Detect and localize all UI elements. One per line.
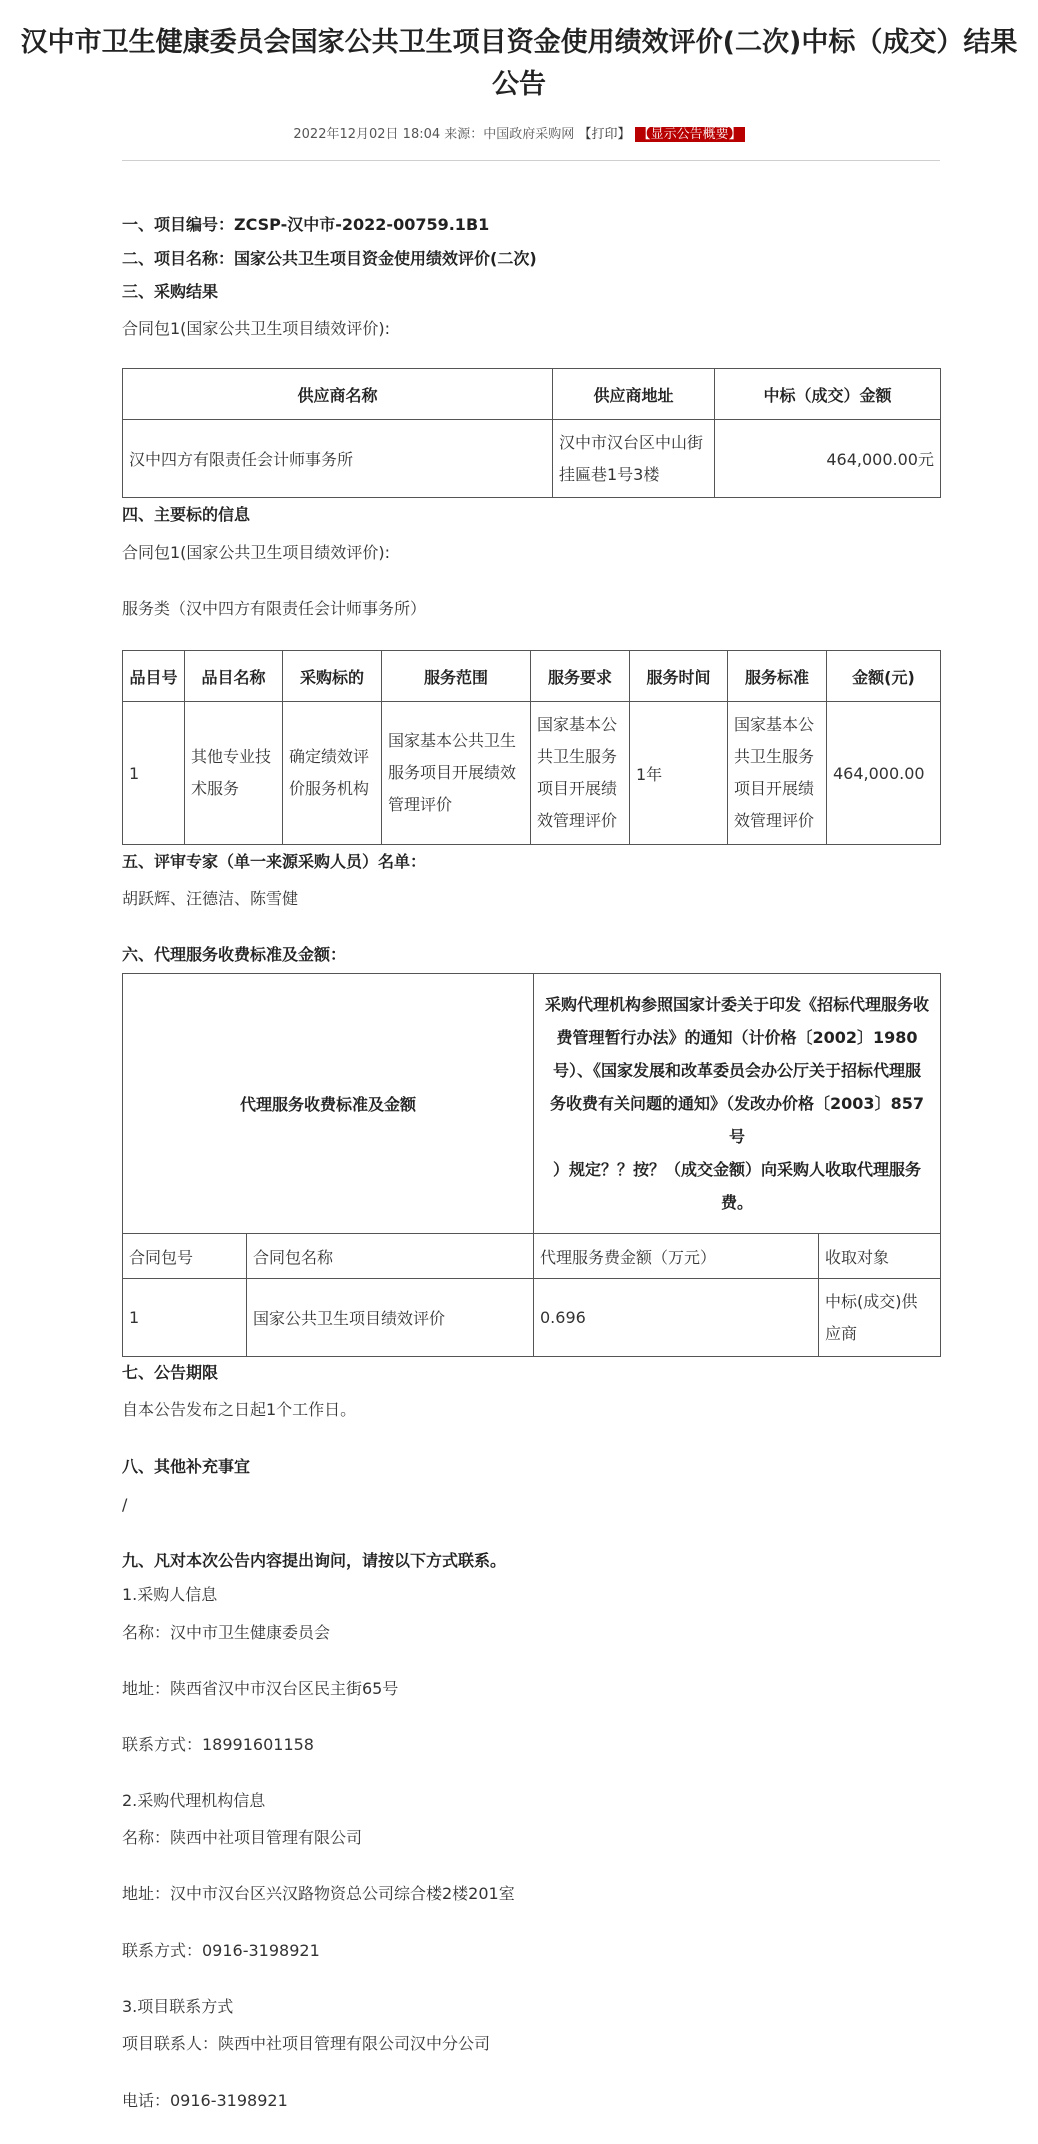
title-line-1: 汉中市卫生健康委员会国家公共卫生项目资金使用绩效评价(二次)中标（成交）结果 xyxy=(20,27,1018,58)
section-project-name: 二、项目名称：国家公共卫生项目资金使用绩效评价(二次) xyxy=(122,249,537,268)
supplier-address-cell xyxy=(553,420,715,498)
title-line-2: 公告 xyxy=(492,69,546,100)
amount-cell: 464,000.00 xyxy=(827,702,941,845)
standard-cell xyxy=(728,702,827,845)
source-name: 中国政府采购网 xyxy=(483,127,575,142)
fee-desc-line: ）规定？？按？（成交金额）向采购人收取代理服务 xyxy=(552,1160,921,1179)
standard-line: 效管理评价 xyxy=(734,811,815,830)
header-scope: 服务范围 xyxy=(382,651,531,702)
item-name-line: 其他专业技 xyxy=(191,747,272,766)
fee-target-cell xyxy=(819,1279,941,1357)
project-contact-person: 项目联系人：陕西中社项目管理有限公司汉中分公司 xyxy=(122,2034,491,2053)
fee-desc-line: 费。 xyxy=(720,1193,753,1212)
buyer-info-title: 1.采购人信息 xyxy=(122,1585,218,1604)
header-supplier-name: 供应商名称 xyxy=(123,369,553,420)
package-name-cell: 国家公共卫生项目绩效评价 xyxy=(247,1279,534,1357)
requirement-line: 项目开展绩 xyxy=(537,779,618,798)
other-text: / xyxy=(122,1495,128,1514)
header-award-amount: 中标（成交）金额 xyxy=(715,369,941,420)
scope-line: 服务项目开展绩效 xyxy=(388,763,517,782)
header-item-no: 品目号 xyxy=(123,651,185,702)
header-fee-amount: 代理服务费金额（万元） xyxy=(534,1234,819,1279)
requirement-line: 效管理评价 xyxy=(537,811,618,830)
fee-target-line: 中标(成交)供 xyxy=(825,1291,918,1311)
fee-desc-line: 采购代理机构参照国家计委关于印发《招标代理服务收 xyxy=(544,995,929,1014)
buyer-address: 地址：陕西省汉中市汉台区民主街65号 xyxy=(122,1679,399,1698)
show-summary-button[interactable]: 【显示公告概要】 xyxy=(635,127,745,142)
section-project-number: 一、项目编号：ZCSP-汉中市-2022-00759.1B1 xyxy=(122,215,490,234)
section-result-heading: 三、采购结果 xyxy=(122,282,219,301)
result-table xyxy=(122,368,941,498)
scope-line: 国家基本公共卫生 xyxy=(388,731,517,750)
section-contact-heading: 九、凡对本次公告内容提出询问，请按以下方式联系。 xyxy=(122,1551,507,1570)
header-package-name: 合同包名称 xyxy=(247,1234,534,1279)
fee-desc-line: 费管理暂行办法》的通知（计价格〔2002〕1980 xyxy=(556,1028,918,1047)
target-cell xyxy=(283,702,382,845)
address-line-2: 挂匾巷1号3楼 xyxy=(559,464,660,484)
items-table xyxy=(122,650,941,845)
table-row xyxy=(123,1279,941,1357)
source-label: 来源： xyxy=(444,127,484,142)
target-line: 确定绩效评 xyxy=(289,747,370,766)
header-standard: 服务标准 xyxy=(728,651,827,702)
header-fee-target: 收取对象 xyxy=(819,1234,941,1279)
period-text: 自本公告发布之日起1个工作日。 xyxy=(122,1400,357,1419)
agency-phone: 联系方式：0916-3198921 xyxy=(122,1941,320,1960)
scope-line: 管理评价 xyxy=(388,795,453,814)
project-contact-title: 3.项目联系方式 xyxy=(122,1997,234,2016)
fee-desc-line: 号 xyxy=(728,1127,745,1146)
header-supplier-address: 供应商地址 xyxy=(553,369,715,420)
requirement-cell xyxy=(531,702,630,845)
fee-standard-description xyxy=(534,974,941,1234)
standard-line: 项目开展绩 xyxy=(734,779,815,798)
table-row xyxy=(123,702,941,845)
buyer-name: 名称：汉中市卫生健康委员会 xyxy=(122,1623,331,1642)
section-other-heading: 八、其他补充事宜 xyxy=(122,1457,251,1476)
article-meta xyxy=(0,126,1038,144)
section-fee-heading: 六、代理服务收费标准及金额： xyxy=(122,945,347,964)
header-item-name: 品目名称 xyxy=(185,651,283,702)
address-line-1: 汉中市汉台区中山街 xyxy=(559,432,704,452)
service-category: 服务类（汉中四方有限责任会计师事务所） xyxy=(122,599,427,618)
fee-amount-cell: 0.696 xyxy=(534,1279,819,1357)
target-line: 价服务机构 xyxy=(289,779,370,798)
section-period-heading: 七、公告期限 xyxy=(122,1363,219,1382)
header-time: 服务时间 xyxy=(630,651,728,702)
project-phone: 电话：0916-3198921 xyxy=(122,2091,288,2110)
item-name-cell xyxy=(185,702,283,845)
supplier-name-cell: 汉中四方有限责任会计师事务所 xyxy=(123,420,553,498)
fee-table xyxy=(122,973,941,1357)
standard-line: 国家基本公 xyxy=(734,715,815,734)
agency-address: 地址：汉中市汉台区兴汉路物资总公司综合楼2楼201室 xyxy=(122,1884,515,1903)
result-package-label: 合同包1(国家公共卫生项目绩效评价): xyxy=(122,319,391,338)
fee-desc-line: 务收费有关问题的通知》（发改办价格〔2003〕857 xyxy=(550,1094,924,1113)
fee-desc-line: 号）、《国家发展和改革委员会办公厅关于招标代理服 xyxy=(552,1061,921,1080)
fee-standard-label: 代理服务收费标准及金额 xyxy=(123,974,534,1234)
scope-cell xyxy=(382,702,531,845)
print-link[interactable]: 【打印】 xyxy=(578,127,631,142)
publish-date: 2022年12月02日 18:04 xyxy=(293,127,441,142)
buyer-phone: 联系方式：18991601158 xyxy=(122,1735,314,1754)
fee-target-line: 应商 xyxy=(825,1323,858,1343)
award-amount-cell: 464,000.00元 xyxy=(715,420,941,498)
page-title xyxy=(0,22,1038,106)
item-name-line: 术服务 xyxy=(191,779,240,798)
header-divider xyxy=(122,160,940,161)
requirement-line: 共卫生服务 xyxy=(537,747,618,766)
experts-names: 胡跃辉、汪德洁、陈雪健 xyxy=(122,889,299,908)
section-experts-heading: 五、评审专家（单一来源采购人员）名单： xyxy=(122,852,427,871)
header-amount: 金额(元) xyxy=(827,651,941,702)
header-target: 采购标的 xyxy=(283,651,382,702)
standard-line: 共卫生服务 xyxy=(734,747,815,766)
agency-name: 名称：陕西中社项目管理有限公司 xyxy=(122,1828,363,1847)
header-requirement: 服务要求 xyxy=(531,651,630,702)
item-no-cell: 1 xyxy=(123,702,185,845)
items-package-label: 合同包1(国家公共卫生项目绩效评价): xyxy=(122,543,391,562)
table-row xyxy=(123,420,941,498)
package-no-cell: 1 xyxy=(123,1279,247,1357)
header-package-no: 合同包号 xyxy=(123,1234,247,1279)
agency-info-title: 2.采购代理机构信息 xyxy=(122,1791,266,1810)
section-main-items-heading: 四、主要标的信息 xyxy=(122,505,251,524)
time-cell: 1年 xyxy=(630,702,728,845)
requirement-line: 国家基本公 xyxy=(537,715,618,734)
